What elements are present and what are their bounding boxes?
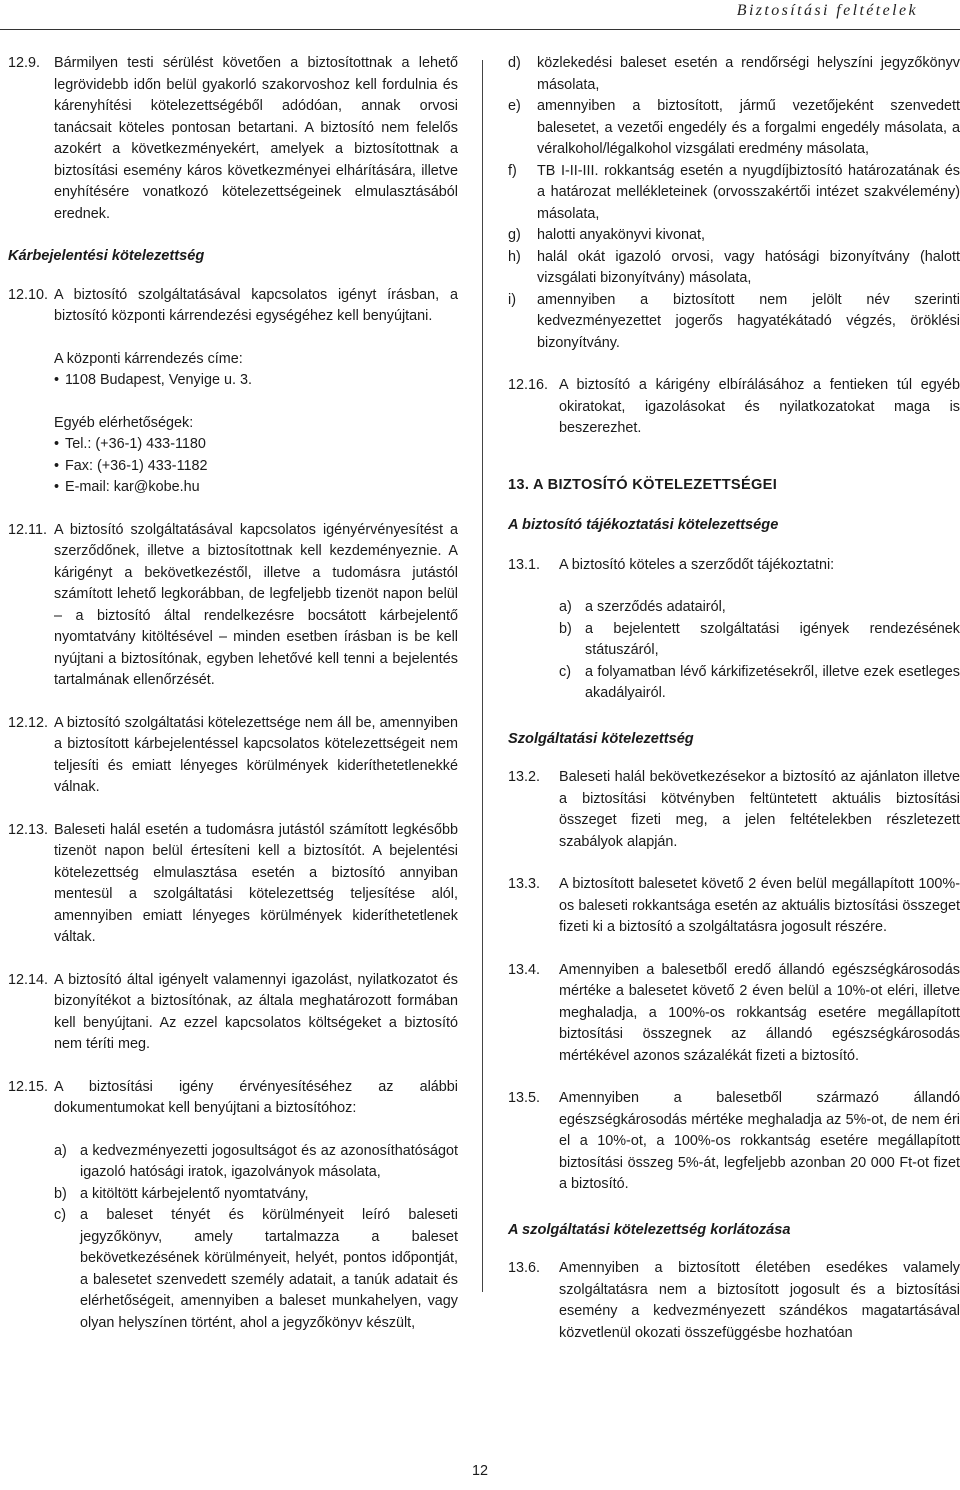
paragraph-text: A biztosító szolgáltatásával kapcsolatos igényérvényesítést a szerződőnek, illetve a biztosítottnak kell kezdeményeznie. A kárigényt a bekövetkezéstől, illetve a tudomásra jutástól számított lehető legkorábban, de legfeljebb tizenöt napon belül – a biztosító által rendelkezésre bocsátott kárbejelentő nyomtatvány kitöltésével – minden esetben írásban is be kell nyújtani a biztosítónak, egyben lehetővé kell tenni a bejelentés tartalmának ellenőrzését. bbox=[54, 521, 458, 688]
address-block bbox=[54, 349, 458, 392]
heading-claim-reporting: Kárbejelentési kötelezettség bbox=[8, 248, 205, 264]
paragraph-text: A biztosító által igényelt valamennyi igazolást, nyilatkozatot és bizonyítékot a biztosítónak, az általa meghatározott formában kell benyújtani. Az ezzel kapcsolatos költségeket a biztosító nem téríti meg. bbox=[54, 971, 458, 1052]
paragraph-text: Amennyiben a biztosított életében esedékes valamely szolgáltatásra nem a biztosított jogosult és a biztosítási esemény a kedvezményezett szándékos magatartásával közvetlenül okozati összefüggésbe hozhatóan bbox=[559, 1260, 960, 1341]
contact-item bbox=[54, 434, 458, 456]
list-item bbox=[508, 247, 960, 290]
item-text: amennyiben a biztosított, jármű vezetőjeként szenvedett balesetet, a vezetői engedély és a forgalmi engedély másolata, a véralkohol/légalkohol vizsgálati eredmény másolata, bbox=[537, 98, 960, 157]
column-divider bbox=[482, 60, 483, 1292]
heading-service-obligation: Szolgáltatási kötelezettség bbox=[508, 730, 694, 747]
address-text: 1108 Budapest, Venyige u. 3. bbox=[65, 372, 252, 388]
list-item bbox=[559, 619, 960, 662]
paragraph-13-2 bbox=[508, 767, 960, 853]
paragraph-text: Amennyiben a balesetből eredő állandó egészségkárosodás mértéke a balesetet követő 2 éven belül a 10%-ot eléri, illetve meghaladja, a 100%-os rokkantság esetére megállapított biztosítási összegnek az állandó egészségkárosodás mértékével azonos százalékát fizeti a biztosító. bbox=[559, 961, 960, 1064]
bullet-icon: • bbox=[54, 457, 60, 474]
item-label: a) bbox=[559, 599, 572, 615]
paragraph-13-1 bbox=[508, 555, 960, 577]
item-text: amennyiben a biztosított nem jelölt név szerinti kedvezményezettet jogerős hagyatékátadó végzés, öröklési bizonyítvány. bbox=[537, 291, 960, 351]
list-item bbox=[559, 597, 960, 619]
list-item bbox=[508, 161, 960, 226]
paragraph-number: 12.10. bbox=[8, 286, 49, 303]
item-text: a folyamatban lévő kárkifizetésekről, illetve ezek esetleges akadályairól. bbox=[585, 663, 960, 701]
paragraph-text: A biztosító szolgáltatásával kapcsolatos igényt írásban, a biztosító központi kárrendezési egységéhez kell benyújtani. bbox=[54, 286, 458, 324]
paragraph-12-9 bbox=[8, 53, 458, 225]
list-item bbox=[508, 290, 960, 355]
list-item bbox=[508, 96, 960, 161]
paragraph-number: 12.12. bbox=[8, 714, 49, 731]
documents-list-continued bbox=[508, 53, 960, 354]
item-label: a) bbox=[54, 1142, 67, 1159]
contact-email: E-mail: kar@kobe.hu bbox=[65, 479, 200, 495]
item-label: i) bbox=[508, 291, 516, 308]
item-label: g) bbox=[508, 227, 521, 243]
contact-item bbox=[54, 456, 458, 478]
paragraph-13-5 bbox=[508, 1088, 960, 1196]
list-item bbox=[508, 53, 960, 96]
page-number: 12 bbox=[472, 1463, 489, 1479]
item-label: c) bbox=[559, 663, 571, 680]
contact-fax: Fax: (+36-1) 433-1182 bbox=[65, 457, 208, 474]
list-item bbox=[508, 225, 960, 247]
item-text: a bejelentett szolgáltatási igények rendezésének státuszáról, bbox=[585, 620, 960, 658]
paragraph-number: 12.16. bbox=[508, 377, 549, 393]
paragraph-text: Amennyiben a balesetből származó állandó egészségkárosodás mértéke meghaladja az 5%-ot, de nem éri el a 10%-ot, a 100%-os rokkantság esetére megállapított biztosítási összeg 5%-át, legfeljebb azonban 20 000 Ft-ot fizet a biztosító. bbox=[559, 1090, 960, 1192]
item-label: d) bbox=[508, 55, 521, 71]
list-item bbox=[559, 662, 960, 705]
address-item bbox=[54, 370, 458, 392]
paragraph-text: A biztosító szolgáltatási kötelezettsége nem áll be, amennyiben a biztosított kárbejelentéssel kapcsolatos kötelezettségeit nem teljesíti és emiatt lényeges körülmények kideríthetetlenekké válnak. bbox=[54, 714, 458, 795]
address-label: A központi kárrendezés címe: bbox=[54, 350, 243, 367]
paragraph-13-6 bbox=[508, 1258, 960, 1344]
paragraph-number: 12.14. bbox=[8, 971, 49, 988]
paragraph-12-15 bbox=[8, 1077, 458, 1120]
item-text: TB I-II-III. rokkantság esetén a nyugdíjbiztosító határozatának és a határozat mellékleteinek (orvosszakértői intézet szakvélemény) másolata, bbox=[537, 162, 960, 222]
paragraph-number: 13.4. bbox=[508, 961, 541, 978]
paragraph-text: Baleseti halál bekövetkezésekor a biztosító az ajánlaton illetve a biztosítási kötvényben feltüntetett aktuális biztosítási összeget fizeti meg, a jelen feltételekben részletezett szabályok alapján. bbox=[559, 769, 960, 850]
paragraph-number: 13.3. bbox=[508, 876, 541, 892]
contact-item bbox=[54, 477, 458, 499]
paragraph-12-10 bbox=[8, 285, 458, 328]
right-column bbox=[508, 53, 960, 1344]
paragraph-number: 13.2. bbox=[508, 769, 541, 785]
paragraph-text: A biztosító köteles a szerződőt tájékoztatni: bbox=[559, 556, 835, 573]
contacts-block bbox=[54, 413, 458, 499]
paragraph-text: Baleseti halál esetén a tudomásra jutástól számított legkésőbb tizenöt napon belül értesíteni kell a biztosítót. A bejelentési kötelezettség elmulasztása esetén a biztosító annyiban mentesül a szolgáltatási kötelezettség teljesítése alól, amennyiben emiatt lényeges körülmények kideríthetetlenek váltak. bbox=[54, 821, 458, 945]
item-label: h) bbox=[508, 248, 521, 265]
list-item bbox=[54, 1205, 458, 1334]
paragraph-text: A biztosított balesetet követő 2 éven belül megállapított 100%-os baleseti rokkantsága esetén az aktuális biztosítási összeget fizeti ki a biztosító a szolgáltatásra jogosult részére. bbox=[559, 876, 960, 935]
paragraph-number: 13.5. bbox=[508, 1090, 541, 1106]
paragraph-13-4 bbox=[508, 960, 960, 1068]
item-text: a kitöltött kárbejelentő nyomtatvány, bbox=[80, 1185, 309, 1202]
paragraph-number: 12.11. bbox=[8, 521, 47, 538]
item-text: a baleset tényét és körülményeit leíró baleseti jegyzőkönyv, amely tartalmazza a baleset bekövetkezésének körülményeit, helyét, pontos időpontját, a balesetet szenvedett személy adatait, a tanúk adatait és elérhetőségeit, amennyiben a baleset munkahelyen, vagy olyan helyszínen történt, ahol a jegyzőkönyv készült, bbox=[80, 1207, 458, 1331]
paragraph-12-13 bbox=[8, 820, 458, 949]
left-column bbox=[8, 53, 458, 1334]
item-text: a kedvezményezetti jogosultságot és az azonosíthatóságot igazoló hatósági iratok, igazolványok másolata, bbox=[80, 1142, 458, 1180]
paragraph-text: Bármilyen testi sérülést követően a biztosítottnak a lehető legrövidebb időn belül gyakorló szakorvoshoz kell fordulnia és kárenyhítési kötelezettségéből adódóan, annak orvosi tanácsait köteles pontosan betartani. A biztosító nem felelős azokért a következményekért, amelyek a biztosítottnak a biztosítási esemény káros következményei elhárítására, illetve enyhítésére vonatkozó kötelezettségeinek elmulasztásából erednek. bbox=[54, 55, 458, 222]
item-text: közlekedési baleset esetén a rendőrségi helyszíni jegyzőkönyv másolata, bbox=[537, 55, 960, 93]
paragraph-12-16 bbox=[508, 375, 960, 440]
list-item bbox=[54, 1141, 458, 1184]
paragraph-number: 12.9. bbox=[8, 55, 41, 71]
item-text: halál okát igazoló orvosi, vagy hatósági bizonyítvány (halott vizsgálati bizonyítvány) másolata, bbox=[537, 248, 960, 286]
contacts-label: Egyéb elérhetőségek: bbox=[54, 414, 194, 431]
bullet-icon: • bbox=[54, 372, 60, 388]
heading-information-duty: A biztosító tájékoztatási kötelezettsége bbox=[508, 517, 779, 533]
item-label: c) bbox=[54, 1207, 66, 1223]
item-label: b) bbox=[559, 620, 572, 637]
paragraph-number: 12.15. bbox=[8, 1078, 49, 1095]
running-header-title: Biztosítási feltételek bbox=[736, 2, 918, 19]
paragraph-number: 13.1. bbox=[508, 556, 541, 573]
item-label: e) bbox=[508, 98, 521, 114]
paragraph-12-12 bbox=[8, 713, 458, 799]
paragraph-number: 13.6. bbox=[508, 1260, 541, 1276]
heading-service-limitation: A szolgáltatási kötelezettség korlátozása bbox=[508, 1221, 791, 1238]
item-label: f) bbox=[508, 162, 517, 179]
paragraph-13-3 bbox=[508, 874, 960, 939]
list-item bbox=[54, 1184, 458, 1206]
section-heading-13: 13. A BIZTOSÍTÓ KÖTELEZETTSÉGEI bbox=[508, 476, 778, 493]
documents-list bbox=[54, 1141, 458, 1335]
item-text: a szerződés adatairól, bbox=[585, 599, 726, 615]
header-divider bbox=[0, 29, 960, 30]
bullet-icon: • bbox=[54, 479, 60, 495]
bullet-icon: • bbox=[54, 436, 60, 452]
paragraph-number: 12.13. bbox=[8, 821, 49, 838]
paragraph-12-11 bbox=[8, 520, 458, 692]
paragraph-text: A biztosító a kárigény elbírálásához a fentieken túl egyéb okiratokat, igazolásokat és nyilatkozatokat maga is beszerezhet. bbox=[559, 377, 960, 436]
paragraph-12-14 bbox=[8, 970, 458, 1056]
contact-phone: Tel.: (+36-1) 433-1180 bbox=[65, 436, 206, 452]
item-text: halotti anyakönyvi kivonat, bbox=[537, 227, 705, 243]
paragraph-text: A biztosítási igény érvényesítéséhez az alábbi dokumentumokat kell benyújtani a biztosítóhoz: bbox=[54, 1078, 458, 1116]
information-list bbox=[559, 597, 960, 705]
item-label: b) bbox=[54, 1185, 67, 1202]
